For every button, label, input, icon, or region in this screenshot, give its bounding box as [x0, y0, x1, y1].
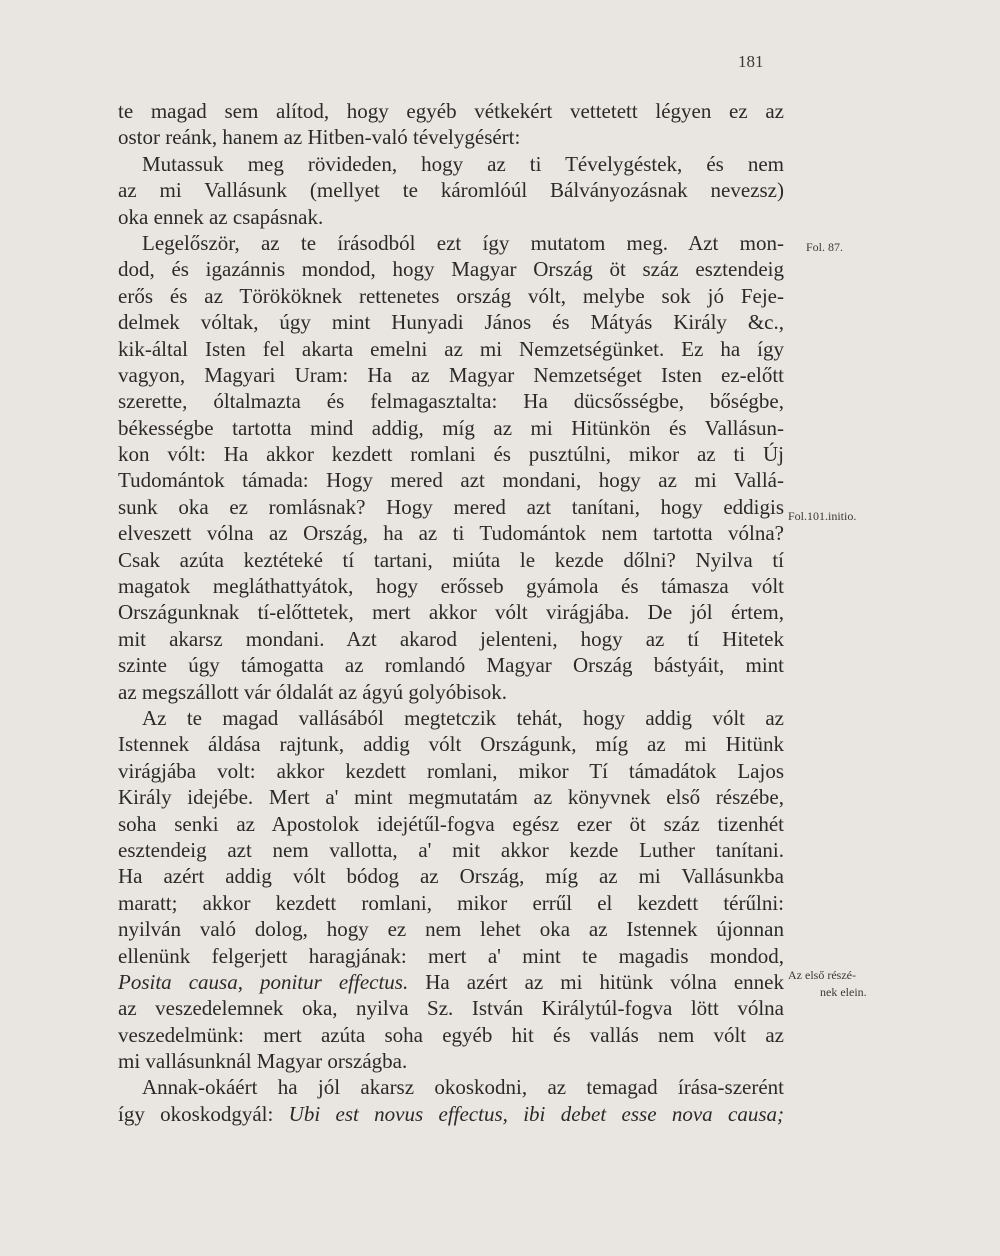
text-line: esztendeig azt nem vallotta, a' mit akkor kezde Luther tanítani. — [118, 837, 784, 862]
text-line: Tudomántok támada: Hogy mered azt mondani, hogy az mi Vallá- — [118, 468, 784, 493]
text-line: az mi Vallásunk (mellyet te káromlóúl Bálványozásnak nevezsz) — [118, 178, 784, 203]
text-line: mi vallásunknál Magyar országba. — [118, 1049, 408, 1074]
text-line: Ha azért addig vólt bódog az Ország, míg az mi Vallásunkba — [118, 864, 784, 889]
text-line: Mutassuk meg rövideden, hogy az ti Tévelygéstek, és nem — [142, 151, 784, 176]
text-line: vagyon, Magyari Uram: Ha az Magyar Nemzetséget Isten ez-előtt — [118, 362, 784, 387]
latin-phrase: Ubi est novus effectus, ibi debet esse nova causa; — [288, 1101, 784, 1126]
text-line: kik-által Isten fel akarta emelni az mi Nemzetségünket. Ez ha így — [118, 336, 784, 361]
text-line: Annak-okáért ha jól akarsz okoskodni, az temagad írása-szerént — [142, 1075, 784, 1100]
text-line: békességbe tartotta mind addig, míg az mi Hitünkön és Vallásun- — [118, 415, 784, 440]
text-line: kon vólt: Ha akkor kezdett romlani és pusztúlni, mikor az ti Új — [118, 442, 784, 467]
text-line: szerette, óltalmazta és felmagasztalta: Ha dücsősségbe, bőségbe, — [118, 389, 784, 414]
text-line: Csak azúta keztéteké tí tartani, miúta le kezde dőlni? Nyilva tí — [118, 547, 784, 572]
margin-note-first-part: Az első részé- — [788, 968, 856, 982]
line-rest: Ha azért az mi hitünk vólna ennek — [408, 969, 784, 994]
text-line: oka ennek az csapásnak. — [118, 204, 324, 229]
line-start: így okoskodgyál: — [118, 1101, 289, 1126]
text-line: veszedelmünk: mert azúta soha egyéb hit és vallás nem vólt az — [118, 1022, 784, 1047]
text-line: elveszett vólna az Ország, ha az ti Tudomántok nem tartotta vólna? — [118, 521, 784, 546]
text-line: virágjába volt: akkor kezdett romlani, mikor Tí támadátok Lajos — [118, 758, 784, 783]
text-line: sunk oka ez romlásnak? Hogy mered azt tanítani, hogy eddigis — [118, 494, 784, 519]
text-line: az megszállott vár óldalát az ágyú golyóbisok. — [118, 679, 507, 704]
page-number: 181 — [738, 52, 764, 71]
text-line: Legelőször, az te írásodból ezt így mutatom meg. Azt mon- — [142, 230, 784, 255]
text-line: szinte úgy támogatta az romlandó Magyar Ország bástyáit, mint — [118, 653, 784, 678]
text-line: Az te magad vallásából megtetczik tehát, hogy addig vólt az — [142, 705, 784, 730]
body-text — [118, 98, 784, 1127]
margin-note-first-part-cont: nek elein. — [820, 985, 867, 999]
text-line: Istennek áldása rajtunk, addig vólt Országunk, míg az mi Hitünk — [118, 732, 784, 757]
text-line: soha senki az Apostolok idejétűl-fogva egész ezer öt száz tizenhét — [118, 811, 784, 836]
text-line: ellenünk felgerjett haragjának: mert a' mint te magadis mondod, — [118, 943, 784, 968]
text-line: Országunknak tí-előttetek, mert akkor vólt virágjába. De jól értem, — [118, 600, 784, 625]
text-line: Király idejébe. Mert a' mint megmutatám az könyvnek első részébe, — [118, 785, 784, 810]
text-line: te magad sem alítod, hogy egyéb vétkekért vettetett légyen ez az — [118, 99, 784, 123]
margin-note-folio-87: Fol. 87. — [806, 240, 844, 254]
text-line: nyilván való dolog, hogy ez nem lehet oka az Istennek újonnan — [118, 917, 784, 942]
text-line — [118, 969, 784, 995]
text-line: maratt; akkor kezdett romlani, mikor errűl el kezdett térűlni: — [118, 890, 784, 915]
text-line: erős és az Törököknek rettenetes ország vólt, melybe sok jó Feje- — [118, 283, 784, 308]
text-line: delmek vóltak, úgy mint Hunyadi János és Mátyás Király &c., — [118, 310, 784, 335]
text-line: ostor reánk, hanem az Hitben-való tévelygésért: — [118, 125, 521, 150]
text-line: dod, és igazánnis mondod, hogy Magyar Ország öt száz esztendeig — [118, 257, 784, 282]
text-line: mit akarsz mondani. Azt akarod jelenteni, hogy az tí Hitetek — [118, 626, 784, 651]
text-line — [118, 1101, 784, 1127]
text-line: az veszedelemnek oka, nyilva Sz. István Királytúl-fogva lött vólna — [118, 996, 784, 1021]
latin-phrase: Posita causa, ponitur effectus. — [118, 969, 409, 994]
text-line: magatok megláthattyátok, hogy erősseb gyámola és támasza vólt — [118, 574, 784, 599]
margin-note-folio-101: Fol.101.initio. — [788, 509, 857, 523]
